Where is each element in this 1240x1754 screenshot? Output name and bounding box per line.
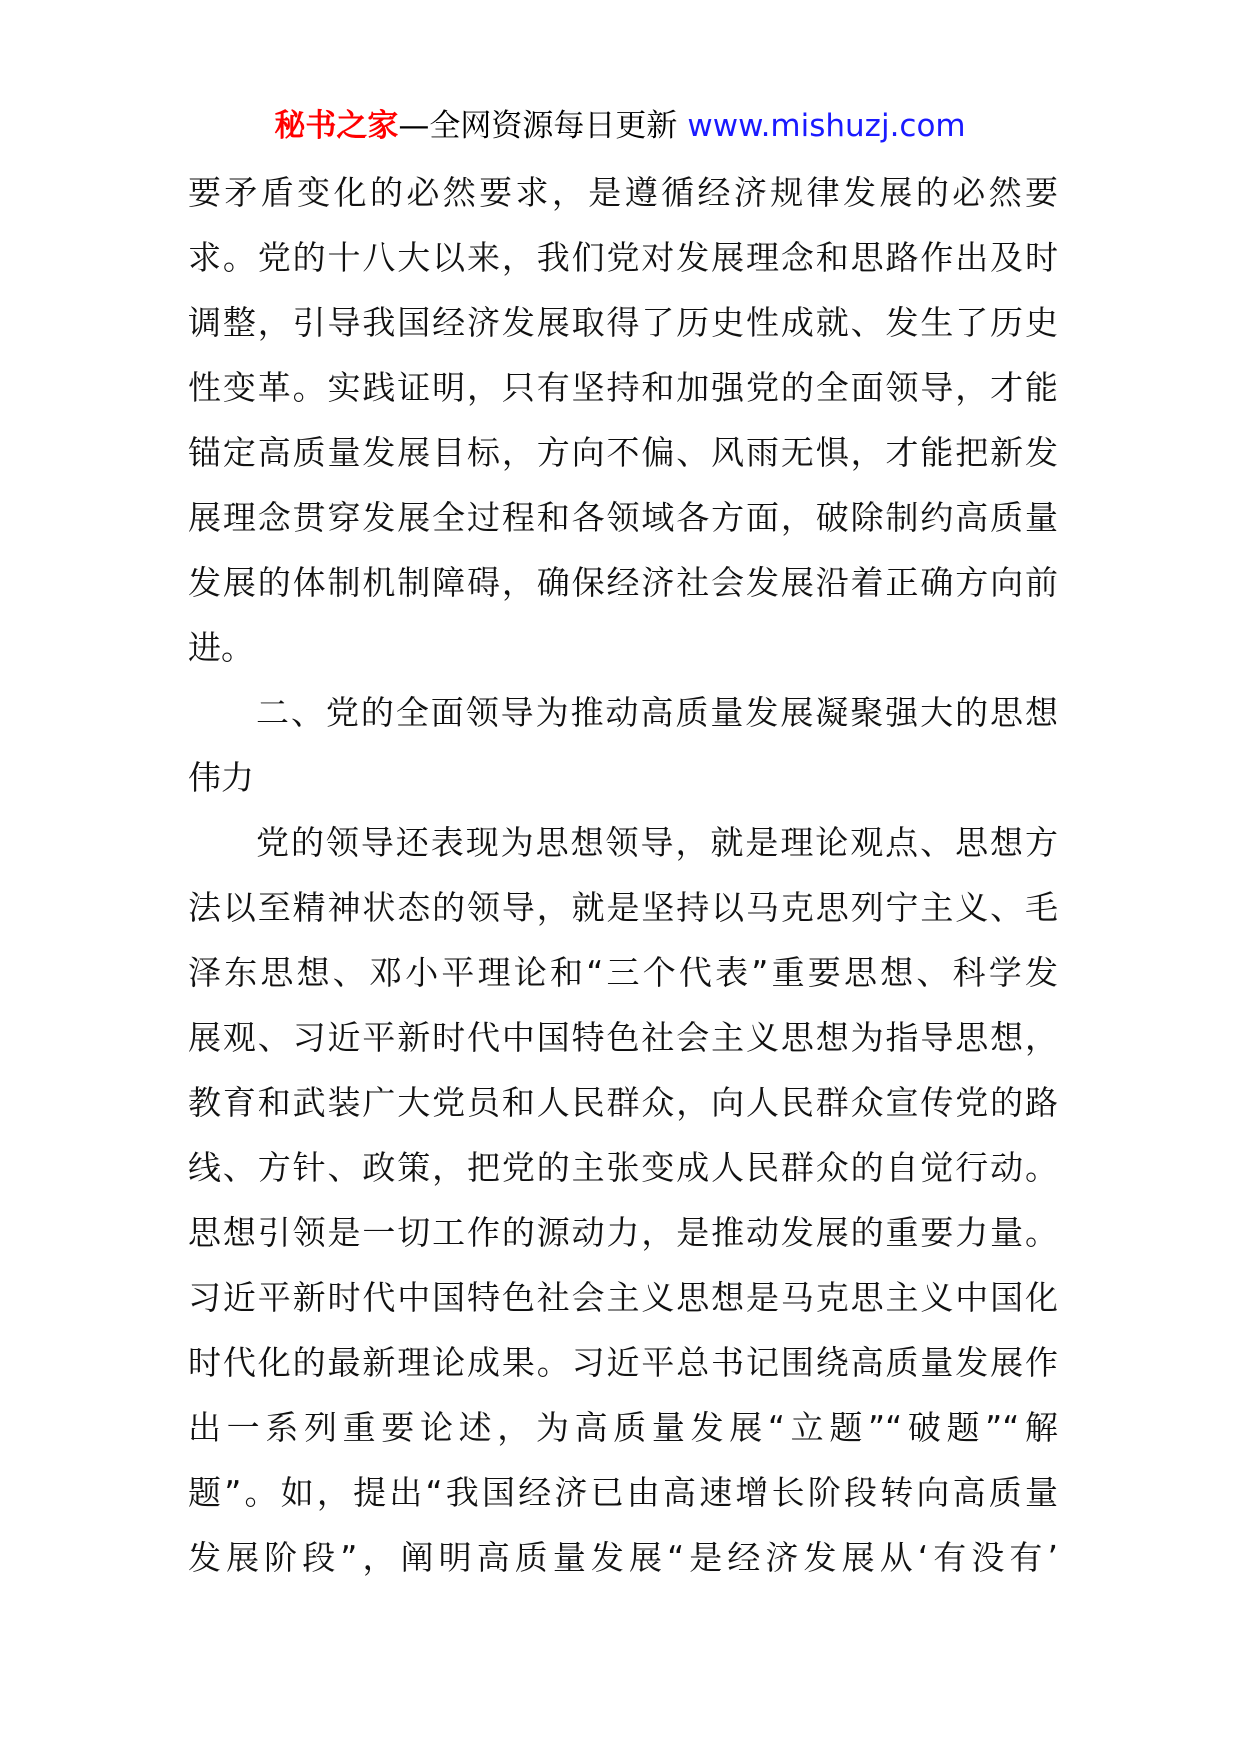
text-line: 调整，引导我国经济发展取得了历史性成就、发生了历史	[188, 303, 1058, 342]
body-text	[188, 160, 1058, 1590]
text-line: 教育和武装广大党员和人民群众，向人民群众宣传党的路	[188, 1083, 1058, 1122]
website-link[interactable]: www.mishuzj.com	[687, 108, 966, 144]
text-line: 性变革。实践证明，只有坚持和加强党的全面领导，才能	[188, 368, 1058, 407]
text-line: 思想引领是一切工作的源动力，是推动发展的重要力量。	[188, 1213, 1058, 1252]
text-line: 发展的体制机制障碍，确保经济社会发展沿着正确方向前	[188, 563, 1058, 602]
section-heading: 二、党的全面领导为推动高质量发展凝聚强大的思想	[256, 693, 1058, 732]
text-line: 要矛盾变化的必然要求，是遵循经济规律发展的必然要	[188, 173, 1058, 212]
text-line: 时代化的最新理论成果。习近平总书记围绕高质量发展作	[188, 1343, 1058, 1382]
text-line: 出一系列重要论述，为高质量发展“立题”“破题”“解	[188, 1408, 1058, 1447]
text-line: 求。党的十八大以来，我们党对发展理念和思路作出及时	[188, 238, 1058, 277]
text-line: 题”。如，提出“我国经济已由高速增长阶段转向高质量	[188, 1473, 1058, 1512]
section-heading-continued: 伟力	[188, 758, 254, 797]
text-line: 习近平新时代中国特色社会主义思想是马克思主义中国化	[188, 1278, 1058, 1317]
text-line: 展理念贯穿发展全过程和各领域各方面，破除制约高质量	[188, 498, 1058, 537]
text-line: 锚定高质量发展目标，方向不偏、风雨无惧，才能把新发	[188, 433, 1058, 472]
text-line: 泽东思想、邓小平理论和“三个代表”重要思想、科学发	[188, 953, 1058, 992]
text-line: 法以至精神状态的领导，就是坚持以马克思列宁主义、毛	[188, 888, 1058, 927]
text-line: 进。	[188, 628, 254, 667]
text-line: 展观、习近平新时代中国特色社会主义思想为指导思想，	[188, 1018, 1058, 1057]
text-line: 线、方针、政策，把党的主张变成人民群众的自觉行动。	[188, 1148, 1058, 1187]
text-line: 发展阶段”，阐明高质量发展“是经济发展从‘有没有’	[188, 1538, 1058, 1577]
text-line: 党的领导还表现为思想领导，就是理论观点、思想方	[256, 823, 1058, 862]
header-tagline: —全网资源每日更新	[398, 108, 678, 144]
brand-name: 秘书之家	[274, 108, 399, 144]
page-header	[0, 100, 1240, 152]
